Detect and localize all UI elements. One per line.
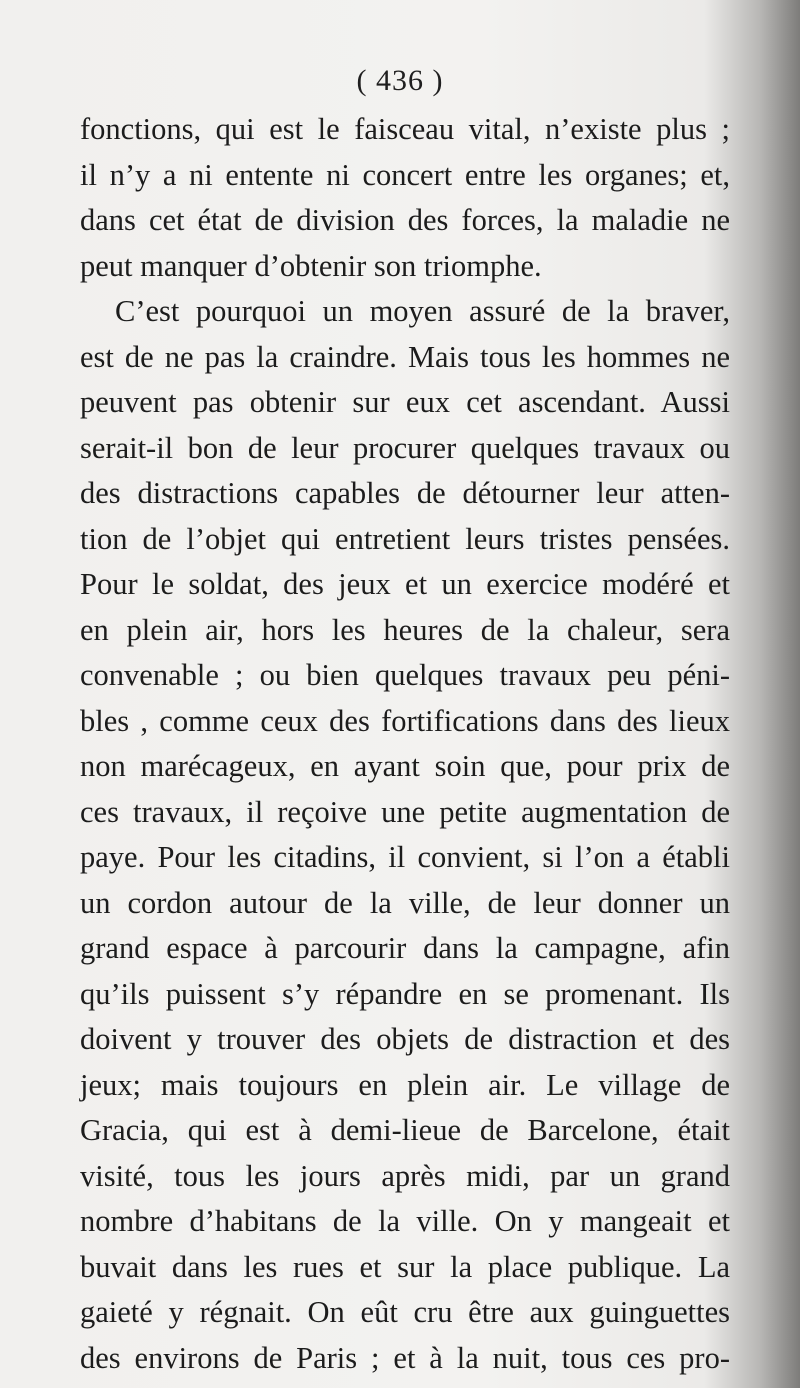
text-line: serait-il bon de leur procurer quelques travaux ou <box>80 430 730 465</box>
page-number: ( 436 ) <box>356 64 444 97</box>
text-line: bles , comme ceux des fortifications dans des lieux <box>80 703 730 738</box>
text-line: ces travaux, il reçoive une petite augmentation de <box>80 794 730 829</box>
text-line: peuvent pas obtenir sur eux cet ascendant. Aussi <box>80 385 730 419</box>
text-line: qu’ils puissent s’y répandre en se promenant. Ils <box>80 976 730 1011</box>
text-line: des environs de Paris ; et à la nuit, tous ces pro- <box>80 1340 730 1375</box>
text-line: doivent y trouver des objets de distraction et des <box>80 1022 730 1056</box>
text-line: tion de l’objet qui entretient leurs tristes pensées. <box>80 521 730 556</box>
text-line: convenable ; ou bien quelques travaux peu péni- <box>80 658 730 692</box>
text-line: C’est pourquoi un moyen assuré de la braver, <box>115 294 730 328</box>
text-line: paye. Pour les citadins, il convient, si l’on a établi <box>80 840 730 874</box>
text-line: il n’y a ni entente ni concert entre les organes; et, <box>80 157 730 192</box>
text-line: dans cet état de division des forces, la maladie ne <box>80 203 730 237</box>
text-line: Gracia, qui est à demi-lieue de Barcelone, était <box>80 1113 730 1147</box>
text-line: jeux; mais toujours en plein air. Le village de <box>80 1067 730 1102</box>
text-line: buvait dans les rues et sur la place publique. La <box>80 1249 730 1284</box>
text-line: peut manquer d’obtenir son triomphe. <box>80 248 542 283</box>
text-line: fonctions, qui est le faisceau vital, n’existe plus ; <box>80 112 730 146</box>
text-line: des distractions capables de détourner leur atten- <box>80 476 730 510</box>
text-line: grand espace à parcourir dans la campagne, afin <box>80 931 730 965</box>
text-line: visité, tous les jours après midi, par un grand <box>80 1158 730 1193</box>
text-line: en plein air, hors les heures de la chaleur, sera <box>80 612 730 647</box>
body-text <box>80 107 730 1381</box>
text-line: gaieté y régnait. On eût cru être aux guinguettes <box>80 1295 730 1329</box>
text-line: non marécageux, en ayant soin que, pour prix de <box>80 749 730 783</box>
text-line: Pour le soldat, des jeux et un exercice modéré et <box>80 567 730 601</box>
text-line: est de ne pas la craindre. Mais tous les hommes ne <box>80 339 730 374</box>
text-line: un cordon autour de la ville, de leur donner un <box>80 885 730 920</box>
text-line: nombre d’habitans de la ville. On y mangeait et <box>80 1204 730 1238</box>
